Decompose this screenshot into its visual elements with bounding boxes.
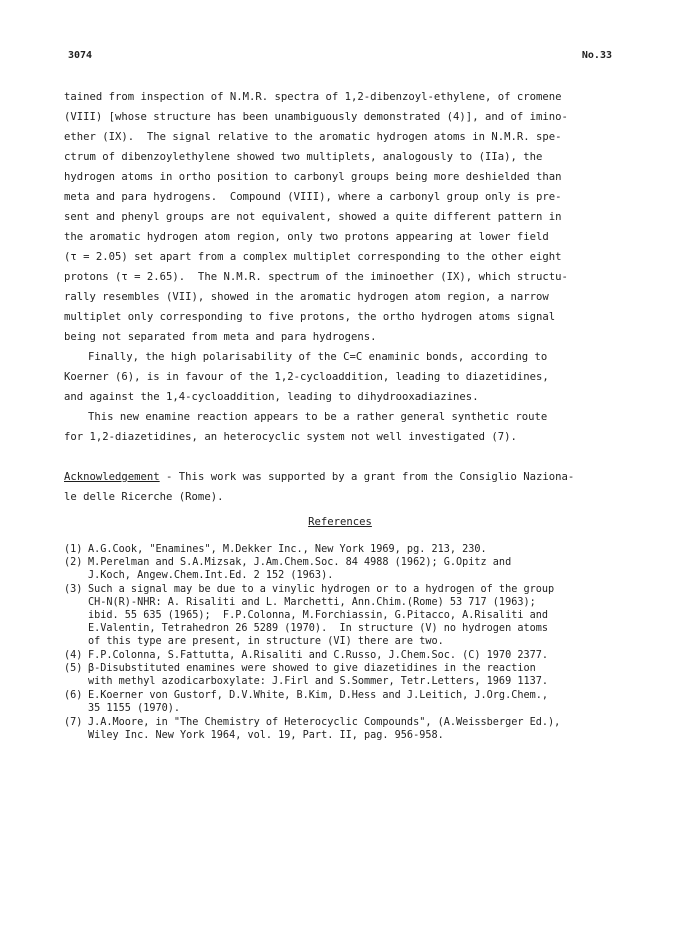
body-line: for 1,2-diazetidines, an heterocyclic system not well investigated (7). [64,431,517,443]
body-line: Finally, the high polarisability of the C=C enaminic bonds, according to [88,351,548,363]
body-line: ether (IX). The signal relative to the aromatic hydrogen atoms in N.M.R. spe- [64,131,562,143]
reference-2-cont: J.Koch, Angew.Chem.Int.Ed. 2 152 (1963). [88,570,334,581]
body-line: ctrum of dibenzoylethylene showed two multiplets, analogously to (IIa), the [64,151,543,163]
body-line: protons (τ = 2.65). The N.M.R. spectrum of the iminoether (IX), which structu- [64,271,568,283]
reference-7: (7) J.A.Moore, in "The Chemistry of Heterocyclic Compounds", (A.Weissberger Ed.), [64,717,561,728]
body-line: (τ = 2.05) set apart from a complex multiplet corresponding to the other eight [64,251,562,263]
reference-4: (4) F.P.Colonna, S.Fattutta, A.Risaliti and C.Russo, J.Chem.Soc. (C) 1970 2377. [64,650,549,661]
body-line: Koerner (6), is in favour of the 1,2-cycloaddition, leading to diazetidines, [64,371,549,383]
body-line: sent and phenyl groups are not equivalent, showed a quite different pattern in [64,211,562,223]
reference-7-cont: Wiley Inc. New York 1964, vol. 19, Part. II, pag. 956-958. [88,730,444,741]
reference-1: (1) A.G.Cook, "Enamines", M.Dekker Inc., New York 1969, pg. 213, 230. [64,544,487,555]
reference-3: (3) Such a signal may be due to a vinylic hydrogen or to a hydrogen of the group [64,584,555,595]
reference-3-cont: of this type are present, in structure (VI) there are two. [88,636,444,647]
body-line: being not separated from meta and para hydrogens. [64,331,377,343]
reference-3-cont: ibid. 55 635 (1965); F.P.Colonna, M.Forchiassin, G.Pitacco, A.Risaliti and [88,610,549,621]
reference-6: (6) E.Koerner von Gustorf, D.V.White, B.Kim, D.Hess and J.Leitich, J.Org.Chem., [64,690,549,701]
reference-3-cont: CH-N(R)-NHR: A. Risaliti and L. Marchetti, Ann.Chim.(Rome) 53 717 (1963); [88,597,536,608]
reference-6-cont: 35 1155 (1970). [88,703,181,714]
body-line: multiplet only corresponding to five protons, the ortho hydrogen atoms signal [64,311,556,323]
body-line: and against the 1,4-cycloaddition, leading to dihydrooxadiazines. [64,391,479,403]
acknowledgement-text: - This work was supported by a grant from the Consiglio Naziona- [159,471,575,483]
reference-2: (2) M.Perelman and S.A.Mizsak, J.Am.Chem.Soc. 84 4988 (1962); G.Opitz and [64,557,512,568]
body-line: the aromatic hydrogen atom region, only two protons appearing at lower field [64,231,549,243]
reference-5: (5) β-Disubstituted enamines were showed to give diazetidines in the reaction [64,663,536,674]
body-line: tained from inspection of N.M.R. spectra of 1,2-dibenzoyl-ethylene, of cromene [64,91,562,103]
body-line: rally resembles (VII), showed in the aromatic hydrogen atom region, a narrow [64,291,549,303]
acknowledgement-heading: Acknowledgement [64,471,160,483]
references-title: References [308,516,372,528]
body-line: (VIII) [whose structure has been unambiguously demonstrated (4)], and of imino- [64,111,568,123]
body-line: This new enamine reaction appears to be a rather general synthetic route [88,411,548,423]
reference-3-cont: E.Valentin, Tetrahedron 26 5289 (1970). In structure (V) no hydrogen atoms [88,623,549,634]
issue-number: No.33 [581,50,612,61]
page-number: 3074 [68,50,93,61]
reference-5-cont: with methyl azodicarboxylate: J.Firl and S.Sommer, Tetr.Letters, 1969 1137. [88,676,549,687]
acknowledgement-line: le delle Ricerche (Rome). [64,491,224,503]
body-line: meta and para hydrogens. Compound (VIII), where a carbonyl group only is pre- [64,191,562,203]
body-line: hydrogen atoms in ortho position to carbonyl groups being more deshielded than [64,171,562,183]
acknowledgement [64,471,624,484]
